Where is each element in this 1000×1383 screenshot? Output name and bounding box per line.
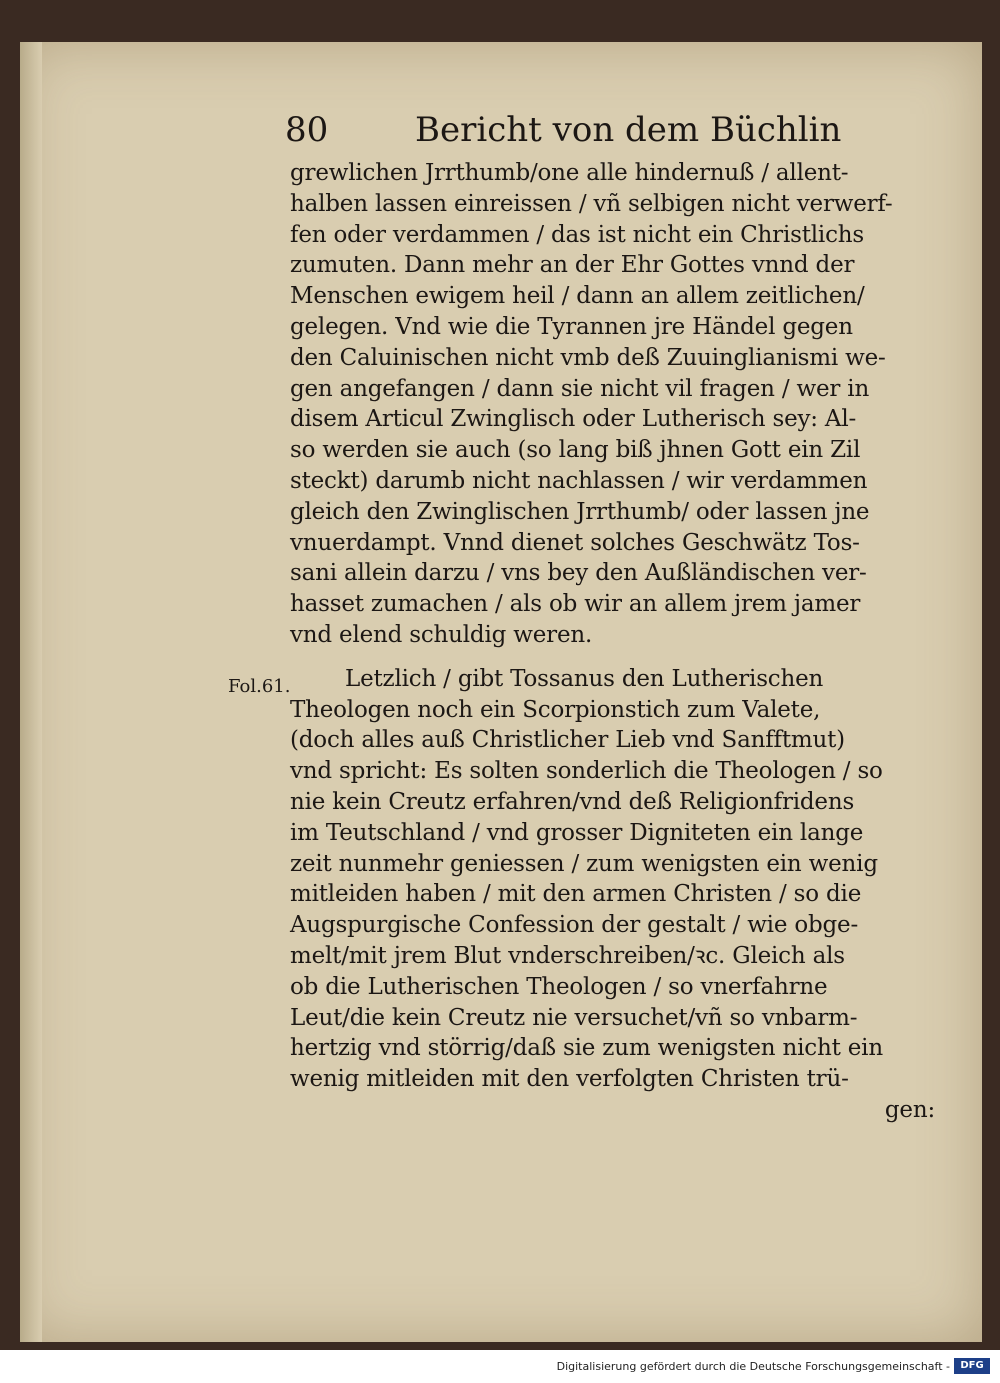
text-line: gelegen. Vnd wie die Tyrannen jre Händel gegen (290, 313, 853, 340)
text-line: Augspurgische Confession der gestalt / wie obge- (290, 912, 859, 939)
dfg-logo: DFG (954, 1358, 990, 1374)
text-line: den Caluinischen nicht vmb deß Zuuinglianismi we- (290, 344, 886, 371)
text-line: Theologen noch ein Scorpionstich zum Valete, (290, 696, 821, 723)
text-line: zumuten. Dann mehr an der Ehr Gottes vnnd der (290, 252, 855, 279)
text-line: gen angefangen / dann sie nicht vil fragen / wer in (290, 375, 870, 402)
text-line: gleich den Zwinglischen Jrrthumb/ oder lassen jne (290, 498, 870, 525)
text-line: Menschen ewigem heil / dann an allem zeitlichen/ (290, 283, 865, 310)
text-line: so werden sie auch (so lang biß jhnen Gott ein Zil (290, 437, 861, 464)
text-line: Leut/die kein Creutz nie versuchet/vñ so vnbarm- (290, 1004, 858, 1031)
margin-note: Fol.61. (228, 676, 291, 697)
text-line: wenig mitleiden mit den verfolgten Christen trü- (290, 1066, 849, 1093)
running-title: Bericht von dem Büchlin (415, 110, 842, 150)
text-line: hasset zumachen / als ob wir an allem jrem jamer (290, 591, 861, 618)
text-line: vnd spricht: Es solten sonderlich die Theologen / so (290, 758, 883, 785)
text-line: (doch alles auß Christlicher Lieb vnd Sanfftmut) (290, 727, 845, 754)
text-line: grewlichen Jrrthumb/one alle hindernuß / allent- (290, 160, 849, 186)
text-line: zeit nunmehr geniessen / zum wenigsten ein wenig (290, 850, 878, 877)
text-line: fen oder verdammen / das ist nicht ein Christlichs (290, 221, 864, 248)
paragraph-2 (290, 664, 935, 1126)
funding-credit: Digitalisierung gefördert durch die Deutsche Forschungsgemeinschaft - (556, 1360, 950, 1373)
text-line: ob die Lutherischen Theologen / so vnerfahrne (290, 973, 828, 1000)
text-line: disem Articul Zwinglisch oder Lutherisch sey: Al- (290, 406, 857, 433)
text-line: mitleiden haben / mit den armen Christen / so die (290, 881, 862, 908)
text-block (290, 158, 935, 1126)
text-line: nie kein Creutz erfahren/vnd deß Religionfridens (290, 788, 855, 815)
footer-bar (0, 1350, 1000, 1383)
page-gutter-edge (20, 42, 42, 1342)
text-line: vnd elend schuldig weren. (290, 621, 593, 648)
text-line: hertzig vnd störrig/daß sie zum wenigsten nicht ein (290, 1035, 883, 1062)
page-number: 80 (285, 110, 329, 150)
text-line: vnuerdampt. Vnnd dienet solches Geschwätz Tos- (290, 529, 860, 556)
text-line: melt/mit jrem Blut vnderschreiben/ꝛc. Gleich als (290, 942, 845, 969)
text-line: Letzlich / gibt Tossanus den Lutherischen (345, 665, 824, 692)
text-line: im Teutschland / vnd grosser Digniteten ein lange (290, 819, 864, 846)
text-line: halben lassen einreissen / vñ selbigen nicht verwerf- (290, 190, 893, 217)
text-line: steckt) darumb nicht nachlassen / wir verdammen (290, 467, 868, 494)
catchword: gen: (884, 1096, 935, 1123)
paragraph-1 (290, 158, 935, 651)
page-header (285, 110, 935, 160)
text-line: sani allein darzu / vns bey den Außländischen ver- (290, 560, 867, 587)
